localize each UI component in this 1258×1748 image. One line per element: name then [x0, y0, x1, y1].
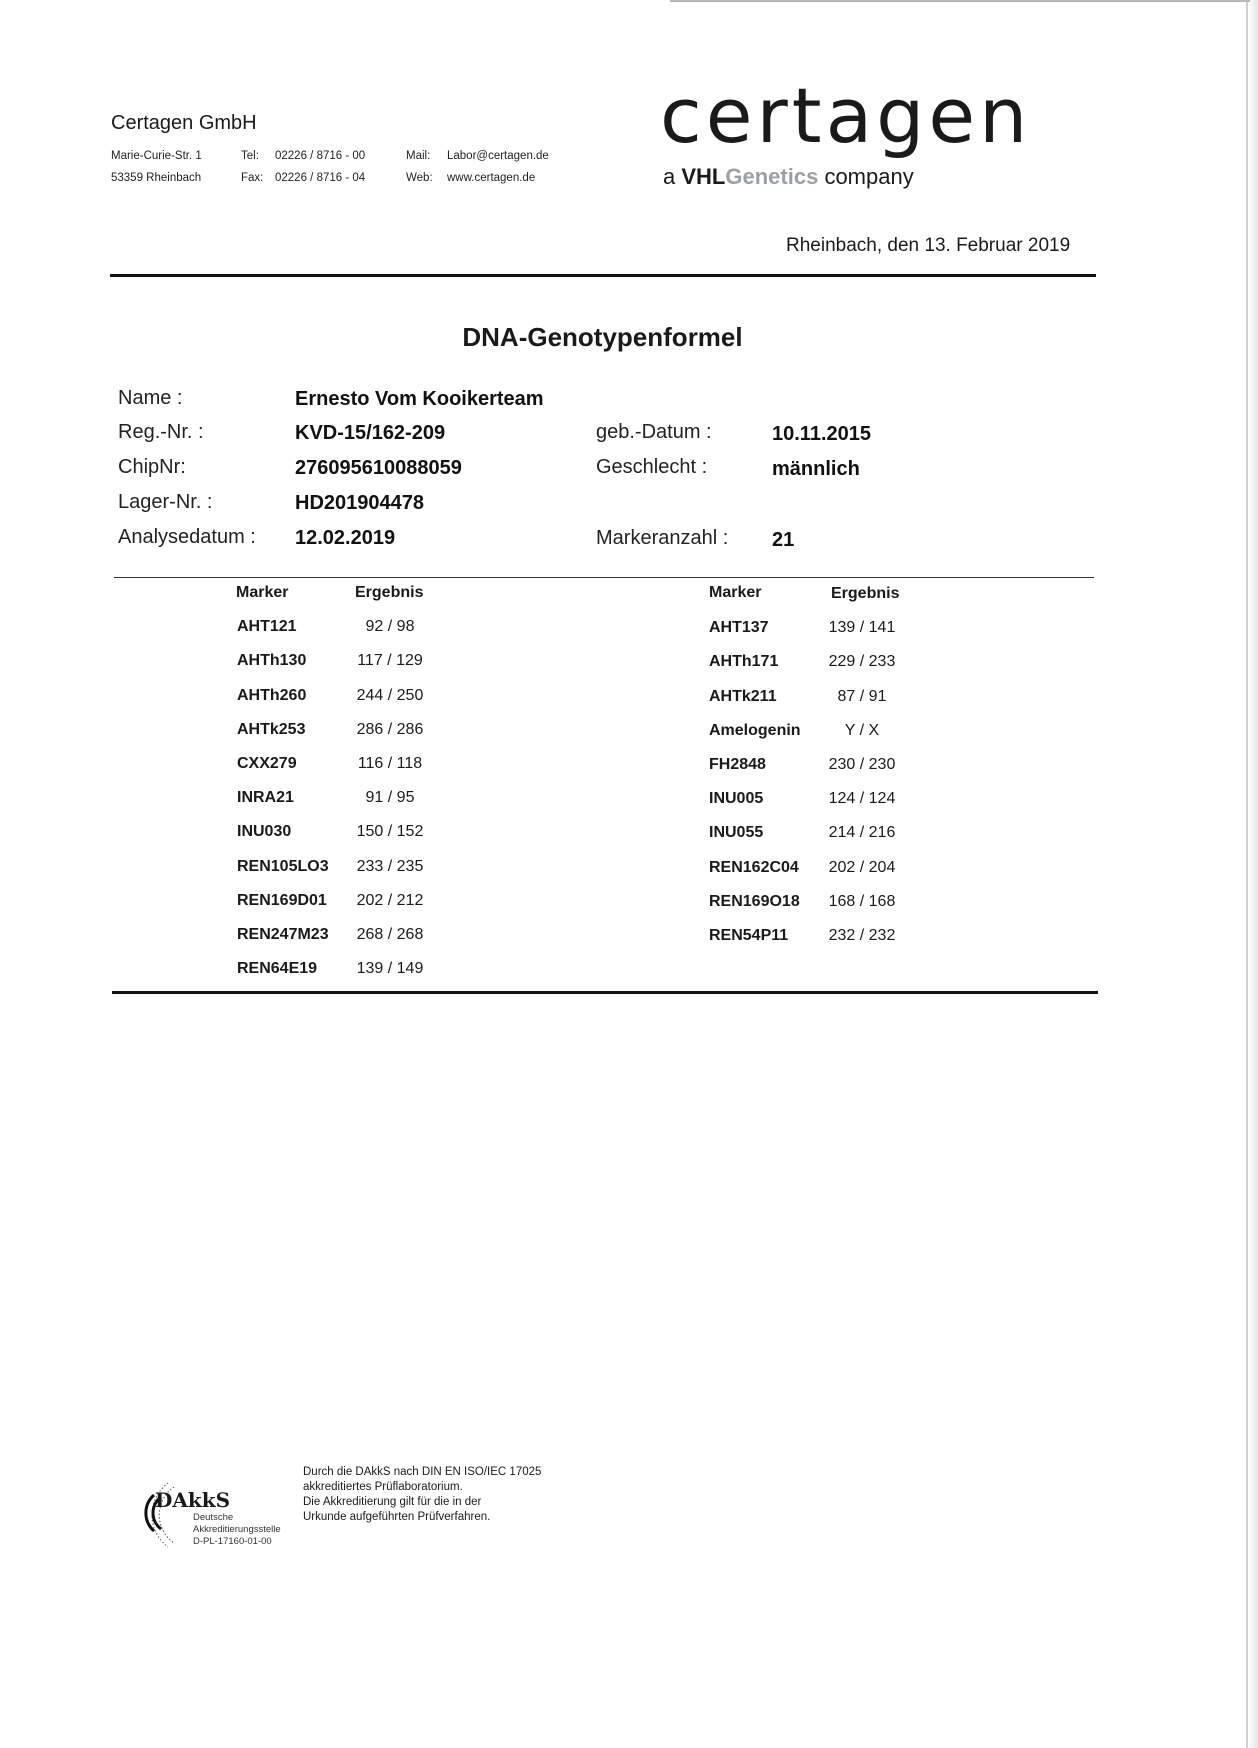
- dakks-line-2: Akkreditierungsstelle: [193, 1524, 281, 1535]
- tel-label: Tel:: [241, 150, 259, 162]
- reg-value: KVD-15/162-209: [295, 422, 446, 444]
- dakks-line-3: D-PL-17160-01-00: [193, 1536, 272, 1547]
- table-top-rule: [114, 577, 1094, 578]
- logo-genetics: Genetics: [725, 164, 819, 189]
- marker-result: 230 / 230: [828, 756, 896, 773]
- right-marker-header: Marker: [709, 584, 762, 601]
- marker-result: 168 / 168: [828, 893, 896, 910]
- marker-result: 116 / 118: [357, 755, 423, 772]
- lager-value: HD201904478: [295, 492, 424, 514]
- marker-name: AHT137: [709, 619, 769, 636]
- marker-result: 286 / 286: [356, 721, 424, 738]
- certagen-logo: certagen: [660, 71, 1032, 160]
- analysis-date-label: Analysedatum :: [118, 526, 256, 548]
- marker-name: INU030: [237, 823, 292, 840]
- mail-address: Labor@certagen.de: [447, 150, 549, 162]
- marker-result: 91 / 95: [365, 789, 415, 806]
- marker-result: 92 / 98: [365, 618, 415, 635]
- marker-name: AHTk253: [237, 721, 306, 738]
- marker-result: 233 / 235: [356, 858, 424, 875]
- marker-name: Amelogenin: [709, 722, 801, 739]
- marker-name: REN64E19: [237, 960, 318, 977]
- chip-label: ChipNr:: [118, 456, 186, 478]
- right-result-header: Ergebnis: [831, 585, 900, 602]
- scan-top-line: [670, 0, 1250, 2]
- name-label: Name :: [118, 387, 183, 409]
- marker-result: 244 / 250: [356, 687, 424, 704]
- marker-name: FH2848: [709, 756, 766, 773]
- marker-name: AHTh260: [237, 687, 307, 704]
- tel-number: 02226 / 8716 - 00: [275, 150, 366, 162]
- header-rule: [110, 274, 1096, 277]
- city: 53359 Rheinbach: [111, 172, 202, 184]
- name-value: Ernesto Vom Kooikerteam: [295, 388, 544, 410]
- scan-page-edge: [1246, 0, 1258, 1748]
- marker-result: 268 / 268: [356, 926, 424, 943]
- birth-date-label: geb.-Datum :: [596, 421, 712, 443]
- marker-result: 150 / 152: [356, 823, 424, 840]
- marker-name: REN162C04: [709, 859, 799, 876]
- marker-result: 139 / 141: [828, 619, 896, 636]
- marker-name: REN105LO3: [237, 858, 329, 875]
- table-bottom-rule: [112, 991, 1098, 994]
- marker-name: AHT121: [237, 618, 297, 635]
- marker-name: REN169O18: [709, 893, 800, 910]
- logo-vhl: VHL: [681, 164, 726, 189]
- marker-result: 214 / 216: [828, 824, 896, 841]
- accreditation-note-line: Durch die DAkkS nach DIN EN ISO/IEC 17025: [303, 1466, 542, 1478]
- company-name: Certagen GmbH: [111, 112, 257, 134]
- left-marker-header: Marker: [236, 584, 289, 601]
- logo-prefix: a: [663, 164, 676, 189]
- accreditation-note: [303, 1465, 593, 1525]
- place-date: Rheinbach, den 13. Februar 2019: [786, 235, 1071, 256]
- marker-result: Y / X: [844, 722, 880, 739]
- marker-count-label: Markeranzahl :: [596, 527, 729, 549]
- marker-name: CXX279: [237, 755, 297, 772]
- left-result-header: Ergebnis: [355, 584, 424, 601]
- marker-result: 124 / 124: [828, 790, 896, 807]
- marker-name: AHTh130: [237, 652, 307, 669]
- lager-label: Lager-Nr. :: [118, 491, 213, 513]
- marker-name: REN169D01: [237, 892, 327, 909]
- street: Marie-Curie-Str. 1: [111, 150, 202, 162]
- mail-label: Mail:: [406, 150, 431, 162]
- marker-result: 202 / 212: [356, 892, 424, 909]
- sex-value: männlich: [772, 458, 860, 480]
- accreditation-note-line: Die Akkreditierung gilt für die in der: [303, 1496, 482, 1508]
- marker-name: AHTh171: [709, 653, 779, 670]
- birth-date-value: 10.11.2015: [772, 423, 871, 445]
- fax-label: Fax:: [241, 172, 264, 184]
- marker-name: INRA21: [237, 789, 294, 806]
- marker-name: INU055: [709, 824, 764, 841]
- analysis-date-value: 12.02.2019: [295, 527, 396, 549]
- web-address: www.certagen.de: [447, 172, 536, 184]
- chip-value: 276095610088059: [295, 457, 462, 479]
- logo-suffix: company: [824, 164, 914, 189]
- web-label: Web:: [406, 172, 433, 184]
- accreditation-note-line: Urkunde aufgeführten Prüfverfahren.: [303, 1511, 491, 1523]
- accreditation-note-line: akkreditiertes Prüflaboratorium.: [303, 1481, 463, 1493]
- logo-subline: [663, 164, 914, 190]
- marker-name: REN247M23: [237, 926, 329, 943]
- sex-label: Geschlecht :: [596, 456, 708, 478]
- marker-name: INU005: [709, 790, 764, 807]
- marker-result: 229 / 233: [828, 653, 896, 670]
- marker-name: REN54P11: [709, 927, 789, 944]
- marker-result: 139 / 149: [356, 960, 424, 977]
- dakks-line-1: Deutsche: [193, 1512, 234, 1523]
- marker-count-value: 21: [772, 529, 795, 551]
- reg-label: Reg.-Nr. :: [118, 421, 204, 443]
- marker-result: 117 / 129: [357, 652, 423, 669]
- marker-name: AHTk211: [709, 688, 777, 705]
- fax-number: 02226 / 8716 - 04: [275, 172, 366, 184]
- marker-result: 87 / 91: [837, 688, 887, 705]
- dakks-brand: DAkkS: [155, 1488, 231, 1512]
- marker-result: 232 / 232: [828, 927, 896, 944]
- document-title: DNA-Genotypenformel: [462, 322, 743, 352]
- marker-result: 202 / 204: [828, 859, 896, 876]
